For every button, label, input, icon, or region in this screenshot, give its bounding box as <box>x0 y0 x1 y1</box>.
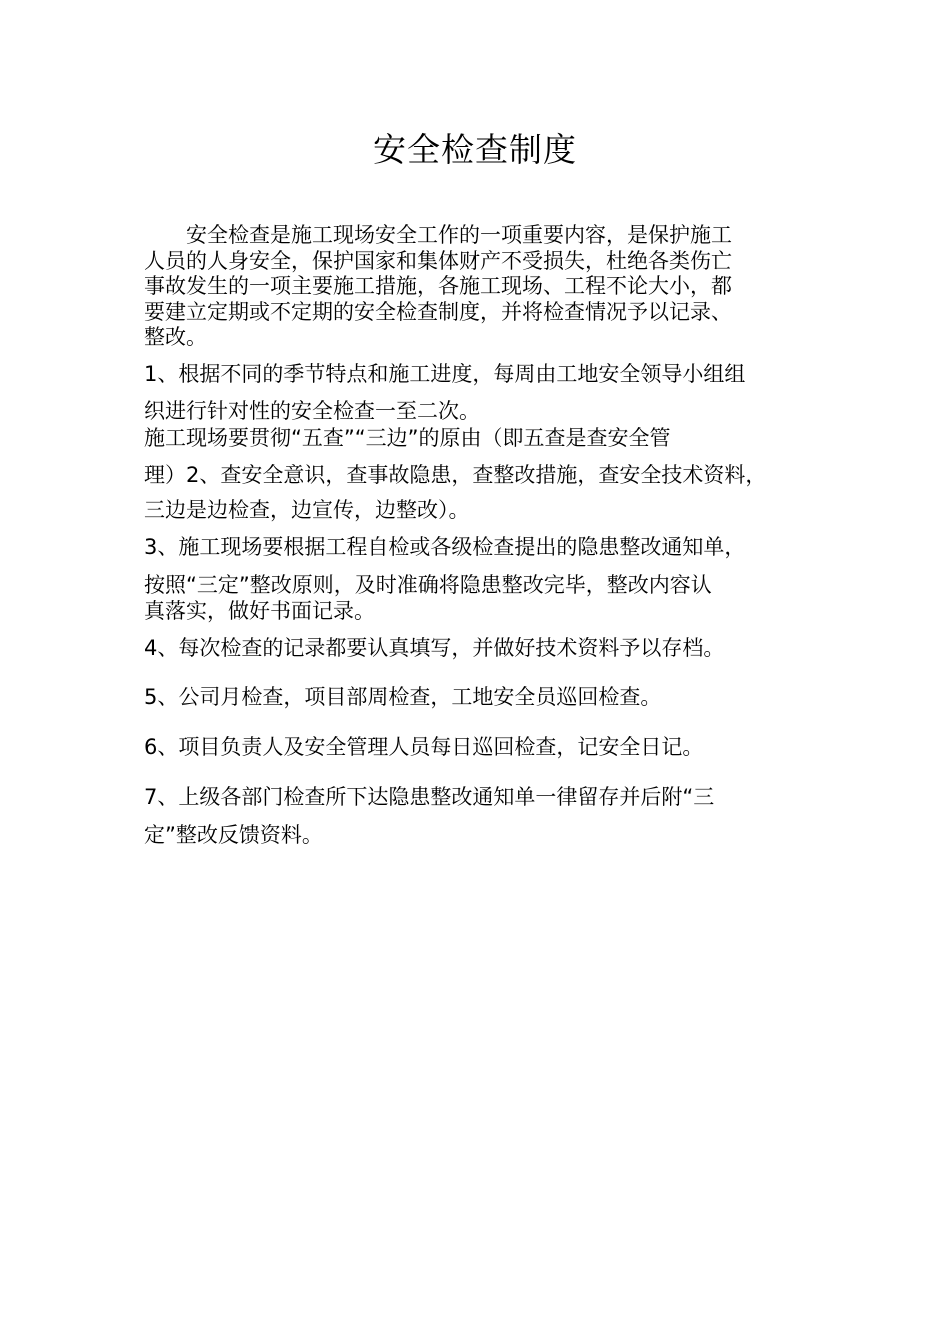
list-item-7-line: 定”整改反馈资料。 <box>144 823 323 847</box>
list-item-3-line: 真落实，做好书面记录。 <box>144 599 375 623</box>
paragraph-line: 人员的人身安全，保护国家和集体财产不受损失，杜绝各类伤亡 <box>144 249 732 273</box>
list-item-7-line: 7、上级各部门检查所下达隐患整改通知单一律留存并后附“三 <box>144 785 715 809</box>
list-item-2-line: 施工现场要贯彻“五查”“三边”的原由（即五查是查安全管 <box>144 426 671 450</box>
paragraph-line: 要建立定期或不定期的安全检查制度，并将检查情况予以记录、 <box>144 300 732 324</box>
paragraph-line: 整改。 <box>144 325 207 349</box>
list-item-5: 5、公司月检查，项目部周检查，工地安全员巡回检查。 <box>144 685 662 709</box>
paragraph-line: 安全检查是施工现场安全工作的一项重要内容，是保护施工 <box>144 223 732 247</box>
list-item-2-line: 理）2、查安全意识，查事故隐患，查整改措施，查安全技术资料， <box>144 463 767 487</box>
paragraph-line: 事故发生的一项主要施工措施，各施工现场、工程不论大小，都 <box>144 274 732 298</box>
list-item-1-line: 1、根据不同的季节特点和施工进度，每周由工地安全领导小组组 <box>144 362 746 386</box>
list-item-3-line: 按照“三定”整改原则，及时准确将隐患整改完毕，整改内容认 <box>144 573 712 597</box>
list-item-6: 6、项目负责人及安全管理人员每日巡回检查，记安全日记。 <box>144 735 704 759</box>
list-item-4: 4、每次检查的记录都要认真填写，并做好技术资料予以存档。 <box>144 636 725 660</box>
list-item-2-line: 三边是边检查，边宣传，边整改）。 <box>144 498 470 522</box>
list-item-1-line: 织进行针对性的安全检查一至二次。 <box>144 399 480 423</box>
list-item-3-line: 3、施工现场要根据工程自检或各级检查提出的隐患整改通知单， <box>144 535 746 559</box>
document-title: 安全检查制度 <box>373 130 577 169</box>
